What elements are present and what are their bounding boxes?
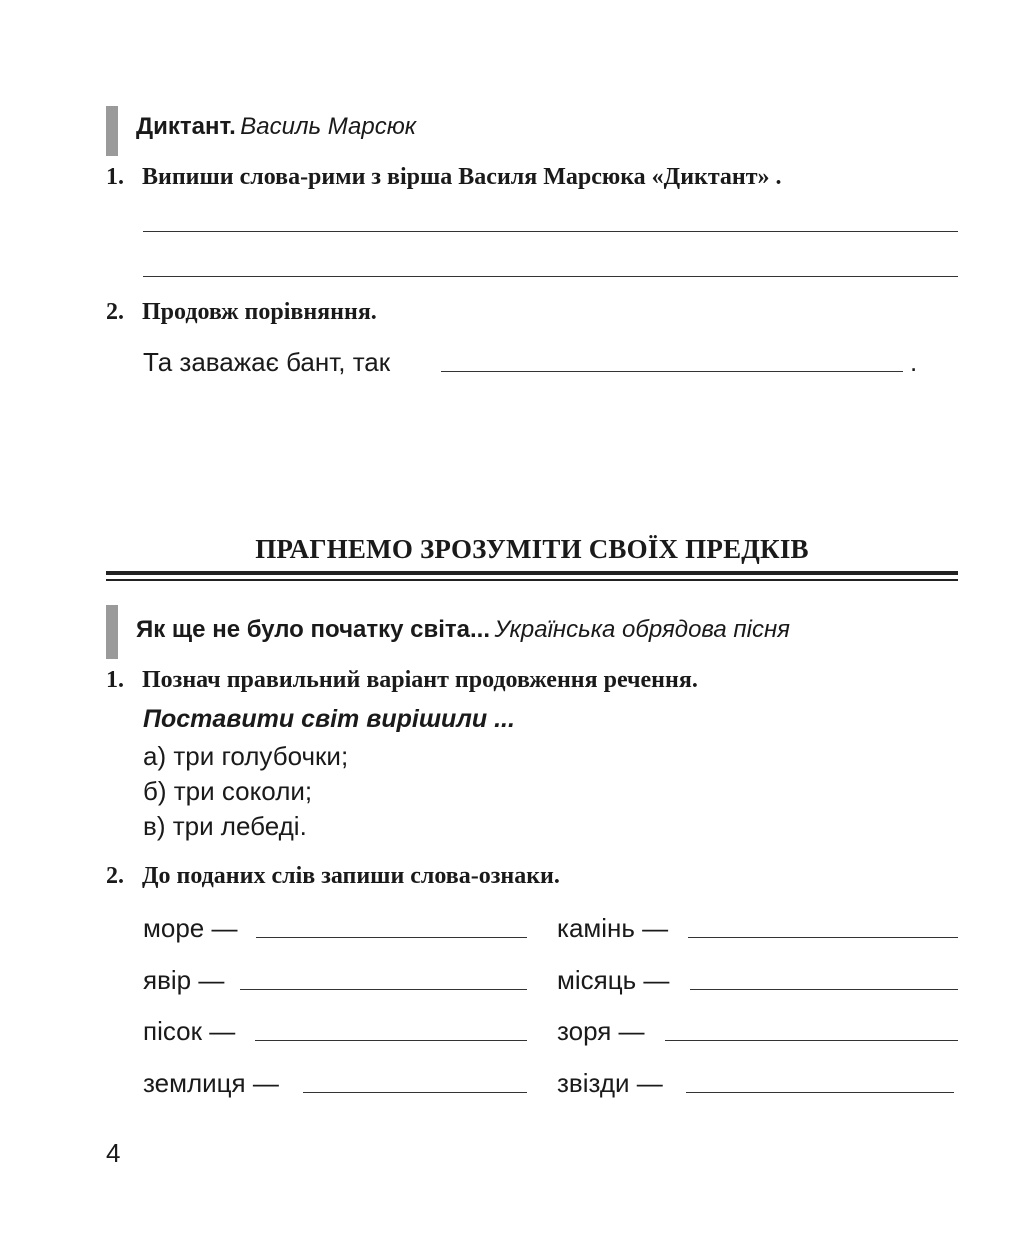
option-b[interactable]: б) три соколи;: [143, 776, 313, 806]
task-number: 2.: [106, 863, 124, 889]
section2-task1: [106, 667, 698, 694]
word-right: місяць —: [557, 965, 670, 995]
divider-thin: [106, 579, 958, 581]
page-number: 4: [106, 1138, 121, 1168]
word-answer-line[interactable]: [688, 937, 958, 938]
section1-task1: [106, 164, 782, 191]
section1-heading-author: Василь Марсюк: [240, 113, 417, 140]
word-answer-line[interactable]: [256, 937, 527, 938]
option-c[interactable]: в) три лебеді.: [143, 811, 307, 841]
word-answer-line[interactable]: [255, 1040, 527, 1041]
word-right: камінь —: [557, 913, 669, 943]
section1-task2: [106, 299, 377, 326]
divider-thick: [106, 571, 958, 575]
section2-heading-title: Як ще не було початку світа...: [136, 616, 490, 643]
task-text: До поданих слів запиши слова-ознаки.: [142, 863, 560, 889]
option-a[interactable]: а) три голубочки;: [143, 741, 349, 771]
task-number: 1.: [106, 667, 124, 693]
comparison-answer-line[interactable]: [441, 371, 903, 372]
task-number: 2.: [106, 299, 124, 325]
word-left: землиця —: [143, 1068, 279, 1098]
section1-heading: [136, 113, 416, 141]
word-answer-line[interactable]: [240, 989, 527, 990]
word-left: море —: [143, 913, 238, 943]
comparison-end: .: [910, 347, 918, 377]
section1-heading-title: Диктант.: [136, 113, 236, 140]
answer-line[interactable]: [143, 231, 958, 232]
task-number: 1.: [106, 164, 124, 190]
word-answer-line[interactable]: [303, 1092, 527, 1093]
section2-task2: [106, 863, 560, 890]
word-right: звізди —: [557, 1068, 663, 1098]
heading-marker-bar: [106, 106, 118, 156]
section2-heading: [136, 616, 790, 644]
task-text: Продовж порівняння.: [142, 299, 377, 325]
section-title: ПРАГНЕМО ЗРОЗУМІТИ СВОЇХ ПРЕДКІВ: [255, 534, 809, 564]
heading-marker-bar: [106, 605, 118, 659]
word-answer-line[interactable]: [690, 989, 958, 990]
prompt-sentence: Поставити світ вирішили ...: [143, 705, 515, 733]
task-text: Познач правильний варіант продовження речення.: [142, 667, 698, 693]
word-answer-line[interactable]: [686, 1092, 954, 1093]
word-left: явір —: [143, 965, 225, 995]
word-answer-line[interactable]: [665, 1040, 958, 1041]
word-right: зоря —: [557, 1016, 645, 1046]
task-text: Випиши слова-рими з вірша Василя Марсюка «Диктант» .: [142, 164, 782, 190]
section2-heading-source: Українська обрядова пісня: [494, 616, 790, 643]
answer-line[interactable]: [143, 276, 958, 277]
word-left: пісок —: [143, 1016, 236, 1046]
comparison-prefix: Та заважає бант, так: [143, 347, 391, 377]
